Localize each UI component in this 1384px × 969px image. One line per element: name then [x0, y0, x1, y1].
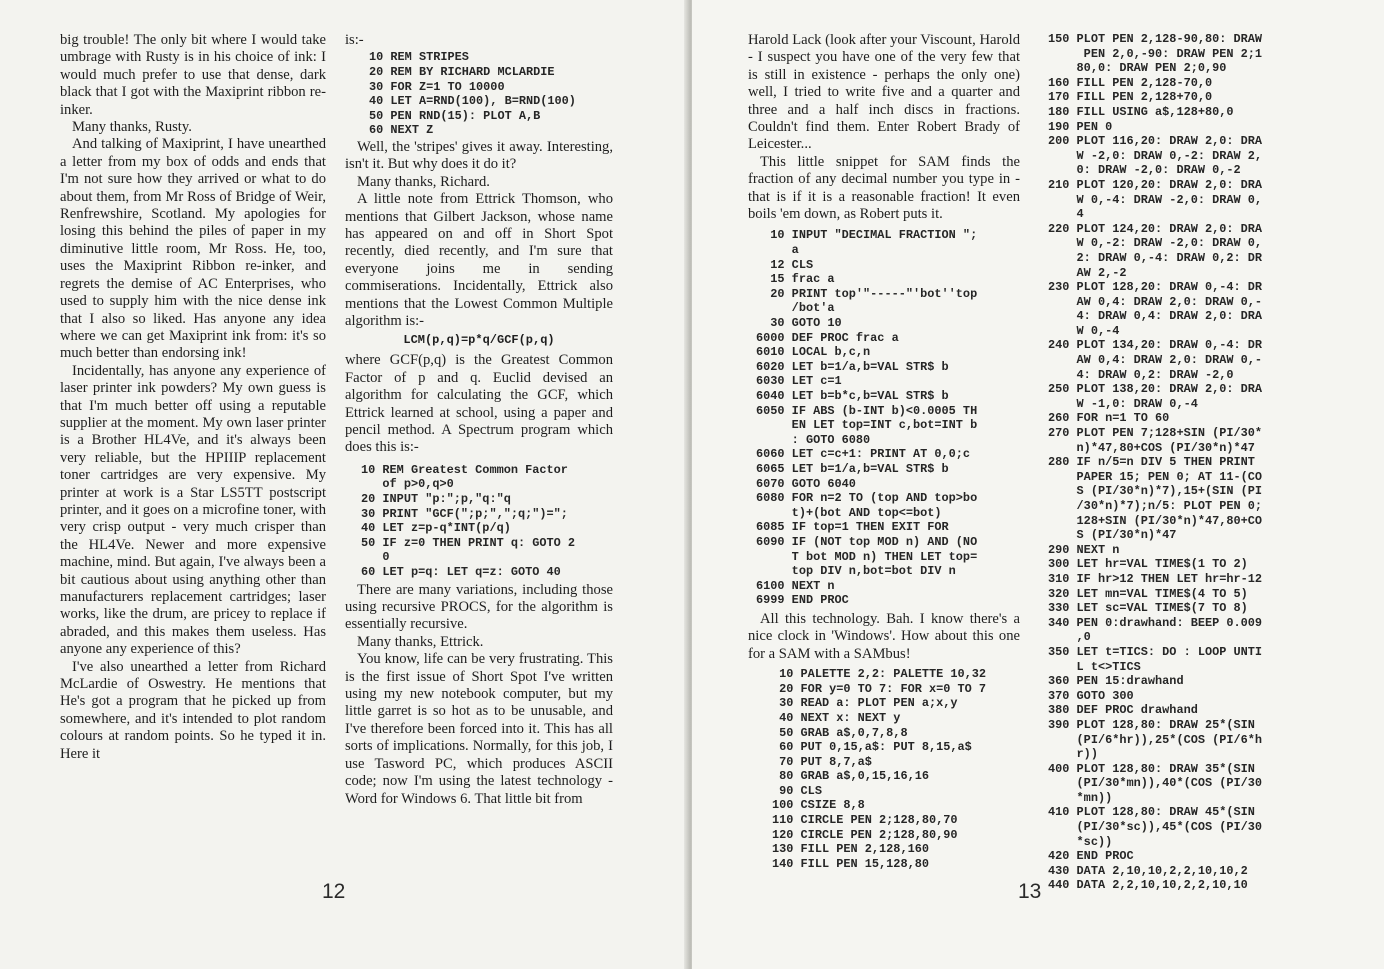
paragraph: A little note from Ettrick Thomson, who mentions that Gilbert Jackson, whose name has appeared on and off in Short Spot recently, died recently, and I'm sure that everyone joins me in sending commiserations. Incidentally, Ettrick also mentions that the Lowest Common Multiple algorithm is:- [345, 191, 613, 330]
code-line: ,0 [1048, 630, 1091, 645]
code-line: 350 LET t=TICS: DO : LOOP UNTI [1048, 644, 1263, 659]
code-line: 190 PEN 0 [1048, 119, 1113, 134]
code-line: 15 frac a [756, 272, 835, 287]
code-line: 60 PUT 0,15,a$: PUT 8,15,a$ [772, 740, 972, 755]
code-line: top DIV n,bot=bot DIV n [756, 564, 956, 579]
code-line: of p>0,q>0 [361, 477, 454, 492]
code-line: r)) [1048, 747, 1098, 762]
code-line: 40 LET z=p-q*INT(p/q) [361, 521, 511, 536]
code-line: 10 REM STRIPES [369, 50, 469, 65]
code-line: 210 PLOT 120,20: DRAW 2,0: DRA [1048, 177, 1263, 192]
code-line: 20 FOR y=0 TO 7: FOR x=0 TO 7 [772, 681, 987, 696]
code-line: 380 DEF PROC drawhand [1048, 703, 1198, 718]
gcf-program-listing [361, 463, 613, 580]
code-line: *mn)) [1048, 790, 1113, 805]
code-line: 20 REM BY RICHARD MCLARDIE [369, 65, 555, 79]
code-line: 90 CLS [772, 783, 822, 798]
code-line: 4: DRAW 0,4: DRAW 2,0: DRA [1048, 309, 1263, 324]
code-line: 2: DRAW 0,-4: DRAW 0,2: DR [1048, 250, 1263, 265]
code-line: 410 PLOT 128,80: DRAW 45*(SIN [1048, 805, 1255, 820]
code-line: AW 0,4: DRAW 2,0: DRAW 0,- [1048, 294, 1263, 309]
code-line: AW 0,4: DRAW 2,0: DRAW 0,- [1048, 353, 1263, 368]
code-line: 20 INPUT "p:";p,"q:"q [361, 492, 511, 507]
code-line: 4: DRAW 0,2: DRAW -2,0 [1048, 367, 1234, 382]
code-line: PEN 2,0,-90: DRAW PEN 2;1 [1048, 46, 1263, 61]
code-line: 10 REM Greatest Common Factor [361, 462, 568, 477]
code-line: W 0,-2: DRAW -2,0: DRAW 0, [1048, 236, 1263, 251]
code-line: 110 CIRCLE PEN 2;128,80,70 [772, 813, 958, 828]
code-line: 6100 NEXT n [756, 578, 835, 593]
paragraph: You know, life can be very frustrating. This is the first issue of Short Spot I've written using my new notebook computer, but my little garret is so hot as to be unusable, and I've therefore been forced into it. This has all sorts of implications. Normally, for this job, I use Tasword PC, which produces ASCII code; now I'm using the latest technology - Word for Windows 6. That little bit from [345, 651, 613, 807]
code-line: W -2,0: DRAW 0,-2: DRAW 2, [1048, 148, 1263, 163]
code-line: EN LET top=INT c,bot=INT b [756, 418, 978, 433]
code-line: 80 GRAB a$,0,15,16,16 [772, 769, 929, 784]
code-line: 120 CIRCLE PEN 2;128,80,90 [772, 827, 958, 842]
code-line: a [756, 243, 799, 258]
code-line: 6060 LET c=c+1: PRINT AT 0,0;c [756, 447, 971, 462]
code-line: 40 NEXT x: NEXT y [772, 710, 901, 725]
code-line: 50 IF z=0 THEN PRINT q: GOTO 2 [361, 535, 576, 550]
code-line: 220 PLOT 124,20: DRAW 2,0: DRA [1048, 221, 1263, 236]
code-line: 430 DATA 2,10,10,2,2,10,10,2 [1048, 863, 1248, 878]
code-line: AW 2,-2 [1048, 265, 1127, 280]
code-line: 6090 IF (NOT top MOD n) AND (NO [756, 534, 978, 549]
code-line: 30 GOTO 10 [756, 316, 842, 331]
paragraph: All this technology. Bah. I know there's a nice clock in 'Windows'. How about this one for a SAM with a SAMbus! [748, 610, 1020, 662]
left-page [0, 0, 690, 969]
code-line: L t<>TICS [1048, 659, 1141, 674]
code-line: 40 LET A=RND(100), B=RND(100) [369, 94, 576, 109]
code-line: 128+SIN (PI/30*n)*47,80+CO [1048, 513, 1263, 528]
code-line: W 0,-4 [1048, 323, 1120, 338]
code-line: 80,0: DRAW PEN 2;0,90 [1048, 61, 1227, 76]
code-line: (PI/6*hr)),25*(COS (PI/6*h [1048, 732, 1263, 747]
clock-program-listing-part-2 [1048, 32, 1338, 893]
code-line: 370 GOTO 300 [1048, 688, 1134, 703]
code-line: 50 GRAB a$,0,7,8,8 [772, 725, 908, 740]
code-line: 30 PRINT "GCF(";p;",";q;")="; [361, 506, 568, 521]
code-line: 300 LET hr=VAL TIME$(1 TO 2) [1048, 557, 1248, 572]
code-line: 320 LET mn=VAL TIME$(4 TO 5) [1048, 586, 1248, 601]
code-line: W -1,0: DRAW 0,-4 [1048, 396, 1198, 411]
code-line: S (PI/30*n)*7),15+(SIN (PI [1048, 484, 1263, 499]
code-line: 230 PLOT 128,20: DRAW 0,-4: DR [1048, 280, 1263, 295]
code-line: 20 PRINT top'"-----"'bot''top [756, 286, 978, 301]
code-line: 140 FILL PEN 15,128,80 [772, 856, 929, 871]
code-line: 10 PALETTE 2,2: PALETTE 10,32 [772, 667, 987, 682]
code-line: 420 END PROC [1048, 849, 1134, 864]
right-page [692, 0, 1384, 969]
code-line: 130 FILL PEN 2,128,160 [772, 842, 929, 857]
paragraph: Many thanks, Richard. [357, 173, 490, 190]
left-page-column-1 [60, 32, 326, 763]
paragraph: where GCF(p,q) is the Greatest Common Factor of p and q. Euclid devised an algorithm for calculating the GCF, which Ettrick learned at school, using a paper and pencil method. A Spectrum program which does this is:- [345, 352, 613, 456]
code-line: 260 FOR n=1 TO 60 [1048, 411, 1170, 426]
code-line: 160 FILL PEN 2,128-70,0 [1048, 75, 1213, 90]
code-line: n)*47,80+COS (PI/30*n)*47 [1048, 440, 1255, 455]
code-line: 330 LET sc=VAL TIME$(7 TO 8) [1048, 601, 1248, 616]
paragraph: This little snippet for SAM finds the fraction of any decimal number you type in - that is if it is a reasonable fraction! It even boils 'em down, as Robert puts it. [748, 153, 1020, 223]
code-line: 6070 GOTO 6040 [756, 476, 856, 491]
code-line: 240 PLOT 134,20: DRAW 0,-4: DR [1048, 338, 1263, 353]
paragraph: There are many variations, including those using recursive PROCS, for the algorithm is essentially recursive. [345, 581, 613, 633]
code-line: 60 NEXT Z [369, 123, 434, 138]
article-paragraphs-c [345, 582, 613, 808]
code-line: 12 CLS [756, 257, 814, 272]
paragraph: big trouble! The only bit where I would take umbrage with Rusty is in his choice of ink: I would much prefer to use that dense, dark black that I got with the Maxiprint ribbon re-inker. [60, 32, 326, 118]
article-paragraphs-b [345, 352, 613, 456]
code-line: 50 PEN RND(15): PLOT A,B [369, 108, 541, 123]
code-line: 100 CSIZE 8,8 [772, 798, 865, 813]
paragraph: Harold Lack (look after your Viscount, Harold - I suspect you have one of the very few that is still in existence - perhaps the only one) well, I tried to write five and a quarter and three and a half inch discs in fractions. Couldn't find them. Enter Robert Brady of Leicester... [748, 32, 1020, 153]
code-line: 6040 LET b=b*c,b=VAL STR$ b [756, 389, 949, 403]
code-line: 360 PEN 15:drawhand [1048, 674, 1184, 689]
code-line: 30 FOR Z=1 TO 10000 [369, 79, 505, 94]
code-line: 4 [1048, 207, 1084, 222]
code-line: 280 IF n/5=n DIV 5 THEN PRINT [1048, 455, 1255, 470]
code-line: 6030 LET c=1 [756, 374, 842, 389]
page-number-right: 13 [1018, 880, 1042, 903]
code-line: 180 FILL USING a$,128+80,0 [1048, 104, 1234, 119]
code-line: 6050 IF ABS (b-INT b)<0.0005 TH [756, 403, 978, 418]
code-line: 150 PLOT PEN 2,128-90,80: DRAW [1048, 32, 1263, 46]
code-line: 60 LET p=q: LET q=z: GOTO 40 [361, 565, 561, 580]
paragraph: Well, the 'stripes' gives it away. Interesting, isn't it. But why does it do it? [345, 138, 613, 173]
code-line: t)+(bot AND top<=bot) [756, 505, 942, 520]
code-line: /30*n)*7);n/5: PLOT PEN 0; [1048, 499, 1263, 513]
code-line: 250 PLOT 138,20: DRAW 2,0: DRA [1048, 382, 1263, 397]
code-line: 400 PLOT 128,80: DRAW 35*(SIN [1048, 761, 1255, 776]
article-paragraphs-d [748, 32, 1020, 223]
code-line: (PI/30*sc)),45*(COS (PI/30 [1048, 820, 1263, 835]
code-line: 10 INPUT "DECIMAL FRACTION "; [756, 228, 978, 243]
code-line: PAPER 15; PEN 0; AT 11-(CO [1048, 469, 1263, 484]
page-number-left: 12 [322, 880, 346, 903]
stripes-program-listing [369, 50, 613, 138]
code-line: W 0,-4: DRAW -2,0: DRAW 0, [1048, 192, 1263, 207]
code-line: *sc)) [1048, 834, 1113, 849]
code-line: 310 IF hr>12 THEN LET hr=hr-12 [1048, 571, 1263, 586]
left-page-column-2 [345, 32, 613, 808]
paragraph: I've also unearthed a letter from Richard McLardie of Oswestry. He mentions that He's got a program that he picked up from somewhere, and it's intended to plot random colours at random points. So he typed it in. Here it [60, 658, 326, 762]
code-line: 6085 IF top=1 THEN EXIT FOR [756, 520, 949, 535]
paragraph: Many thanks, Ettrick. [357, 633, 484, 650]
clock-program-listing-part-1 [772, 667, 1020, 871]
fraction-program-listing [756, 228, 1020, 607]
code-line: S (PI/30*n)*47 [1048, 528, 1177, 543]
code-line: 6065 LET b=1/a,b=VAL STR$ b [756, 461, 949, 476]
column-intro-text: is:- [345, 32, 364, 48]
article-paragraphs-a [345, 139, 613, 330]
code-line: 0: DRAW -2,0: DRAW 0,-2 [1048, 163, 1241, 178]
code-line: 6020 LET b=1/a,b=VAL STR$ b [756, 359, 949, 374]
lcm-formula: LCM(p,q)=p*q/GCF(p,q) [403, 333, 555, 348]
code-line: 0 [361, 550, 390, 565]
right-page-column-1 [748, 32, 1020, 871]
code-line: 6080 FOR n=2 TO (top AND top>bo [756, 491, 978, 506]
code-line: 270 PLOT PEN 7;128+SIN (PI/30* [1048, 426, 1263, 441]
code-line: /bot'a [756, 301, 835, 316]
right-page-column-2 [1048, 32, 1338, 893]
code-line: 6999 END PROC [756, 593, 849, 608]
paragraph: Incidentally, has anyone any experience of laser printer ink powders? My own guess is that I'm much better off using a reputable supplier at the moment. My own laser printer is a Brother HL4Ve, and it's always been very reliable, but the HPIIIP replacement toner cartridges are very expensive. My printer at work is a Star LS5TT postscript printer, and it goes on a microfine toner, with very crisp output - very much crisper than the HL4Ve. Newer and more expensive machine, mind. But again, I've always been a bit cautious about using anything other than manufacturers replacement cartridges; laser works, like the drum, are pricey to replace if abraded, and this makes them useless. Has anyone any experience of this? [60, 362, 326, 658]
code-line: (PI/30*mn)),40*(COS (PI/30 [1048, 776, 1263, 791]
code-line: : GOTO 6080 [756, 432, 871, 447]
paragraph: And talking of Maxiprint, I have unearthed a letter from my box of odds and ends that I'm not sure how they arrived or what to do about them, from Mr Ross of Bridge of Weir, Renfrewshire, Scotland. My apologies for losing this behind the piles of paper in my diminutive little room, Mr Ross. He, too, uses the Maxiprint Ribbon re-inker, and regrets the demise of AC Enterprises, who used to supply him with the nice dense ink that I also so liked. Has anyone any idea where we can get Maxiprint ink from: it's so much better than endorsing ink! [60, 136, 326, 362]
code-line: 290 NEXT n [1048, 542, 1120, 557]
code-line: 440 DATA 2,2,10,10,2,2,10,10 [1048, 878, 1248, 893]
code-line: 70 PUT 8,7,a$ [772, 754, 872, 769]
paragraph: Many thanks, Rusty. [72, 119, 192, 136]
code-line: 390 PLOT 128,80: DRAW 25*(SIN [1048, 717, 1255, 732]
code-line: 200 PLOT 116,20: DRAW 2,0: DRA [1048, 134, 1263, 149]
article-paragraphs-e [748, 611, 1020, 663]
code-line: 170 FILL PEN 2,128+70,0 [1048, 90, 1213, 105]
code-line: 6000 DEF PROC frac a [756, 330, 899, 345]
code-line: T bot MOD n) THEN LET top= [756, 549, 978, 564]
code-line: 340 PEN 0:drawhand: BEEP 0.009 [1048, 615, 1263, 630]
code-line: 6010 LOCAL b,c,n [756, 345, 871, 360]
code-line: 30 READ a: PLOT PEN a;x,y [772, 696, 958, 711]
